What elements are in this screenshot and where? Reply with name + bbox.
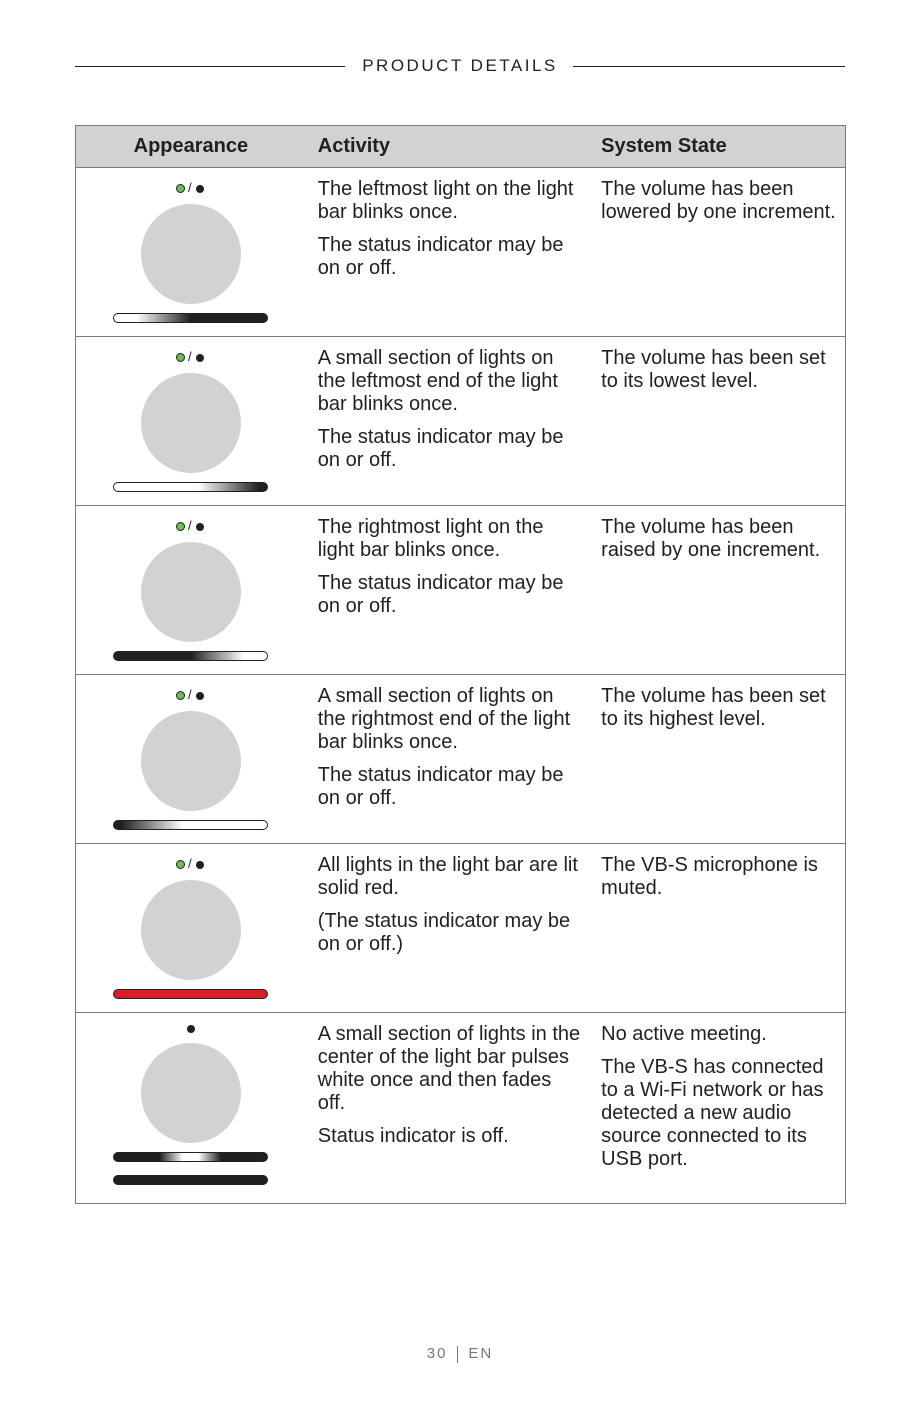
activity-text: The rightmost light on the light bar blinks once. (317, 516, 544, 561)
state-text: The VB-S microphone is muted. (601, 854, 818, 899)
state-text: The volume has been raised by one increment. (601, 516, 821, 561)
black-dot-icon (196, 185, 204, 193)
state-text: The volume has been lowered by one increment. (601, 178, 836, 223)
status-indicator-icon: / (176, 353, 206, 363)
status-indicator-icon: / (176, 184, 206, 194)
green-dot-icon (176, 860, 185, 869)
activity-cell (306, 1013, 589, 1204)
header-rule-right (573, 66, 845, 67)
activity-text: Status indicator is off. (317, 1125, 509, 1147)
light-bar-volume-down-icon (113, 313, 268, 323)
activity-text: The status indicator may be on or off. (317, 234, 564, 279)
page-header (75, 54, 845, 78)
light-bar-volume-max-icon (113, 820, 268, 830)
activity-text: A small section of lights in the center of the light bar pulses white once and then fades off. (317, 1023, 581, 1114)
knob-icon (141, 711, 241, 811)
table-row (76, 844, 846, 1013)
state-text: The VB-S has connected to a Wi-Fi network or has detected a new audio source connected to its USB port. (601, 1056, 824, 1170)
system-state-cell (589, 337, 845, 506)
activity-text: The status indicator may be on or off. (317, 764, 564, 809)
appearance-cell (76, 844, 306, 1013)
light-bar-off-icon (113, 1175, 268, 1185)
green-dot-icon (176, 522, 185, 531)
knob-icon (141, 1043, 241, 1143)
green-dot-icon (176, 353, 185, 362)
column-header-activity-label: Activity (317, 135, 391, 157)
state-text: The volume has been set to its highest level. (601, 685, 826, 730)
activity-cell (306, 506, 589, 675)
footer-divider (457, 1346, 458, 1363)
activity-text: The status indicator may be on or off. (317, 426, 564, 471)
black-dot-icon (196, 692, 204, 700)
activity-text: A small section of lights on the leftmost end of the light bar blinks once. (317, 347, 558, 415)
activity-text: A small section of lights on the rightmost end of the light bar blinks once. (317, 685, 571, 753)
state-text: No active meeting. (601, 1023, 767, 1045)
system-state-cell (589, 506, 845, 675)
column-header-system-state-label: System State (601, 135, 727, 157)
activity-cell (306, 337, 589, 506)
knob-icon (141, 542, 241, 642)
table-row (76, 675, 846, 844)
black-dot-icon (196, 354, 204, 362)
table-row (76, 1013, 846, 1204)
knob-icon (141, 373, 241, 473)
language-code: EN (468, 1345, 494, 1362)
page-number: 30 (426, 1345, 448, 1362)
status-indicator-icon: / (176, 691, 206, 701)
light-bar-center-pulse-icon (113, 1152, 268, 1162)
system-state-cell (589, 1013, 845, 1204)
status-indicator-icon: / (176, 860, 206, 870)
section-title: PRODUCT DETAILS (362, 56, 558, 75)
activity-cell (306, 844, 589, 1013)
black-dot-icon (196, 523, 204, 531)
table-row (76, 506, 846, 675)
activity-cell (306, 168, 589, 337)
column-header-appearance: Appearance (76, 126, 306, 168)
knob-icon (141, 204, 241, 304)
state-text: The volume has been set to its lowest level. (601, 347, 826, 392)
activity-text: The status indicator may be on or off. (317, 572, 564, 617)
appearance-cell (76, 675, 306, 844)
page-footer (0, 1345, 920, 1363)
activity-text: The leftmost light on the light bar blinks once. (317, 178, 574, 223)
table-header-row (76, 126, 846, 168)
column-header-activity (306, 126, 589, 168)
black-dot-icon (187, 1025, 195, 1033)
light-bar-solid-red-icon (113, 989, 268, 999)
knob-icon (141, 880, 241, 980)
black-dot-icon (196, 861, 204, 869)
system-state-cell (589, 168, 845, 337)
green-dot-icon (176, 691, 185, 700)
table-row (76, 337, 846, 506)
system-state-cell (589, 675, 845, 844)
appearance-cell (76, 506, 306, 675)
light-bar-volume-min-icon (113, 482, 268, 492)
activity-cell (306, 675, 589, 844)
table-row (76, 168, 846, 337)
column-header-system-state (589, 126, 845, 168)
system-state-cell (589, 844, 845, 1013)
light-bar-volume-up-icon (113, 651, 268, 661)
status-indicator-icon: / (176, 522, 206, 532)
light-bar-table (75, 125, 846, 1204)
activity-text: (The status indicator may be on or off.) (317, 910, 571, 955)
green-dot-icon (176, 184, 185, 193)
appearance-cell (76, 337, 306, 506)
activity-text: All lights in the light bar are lit solid red. (317, 854, 578, 899)
appearance-cell (76, 168, 306, 337)
appearance-cell (76, 1013, 306, 1204)
